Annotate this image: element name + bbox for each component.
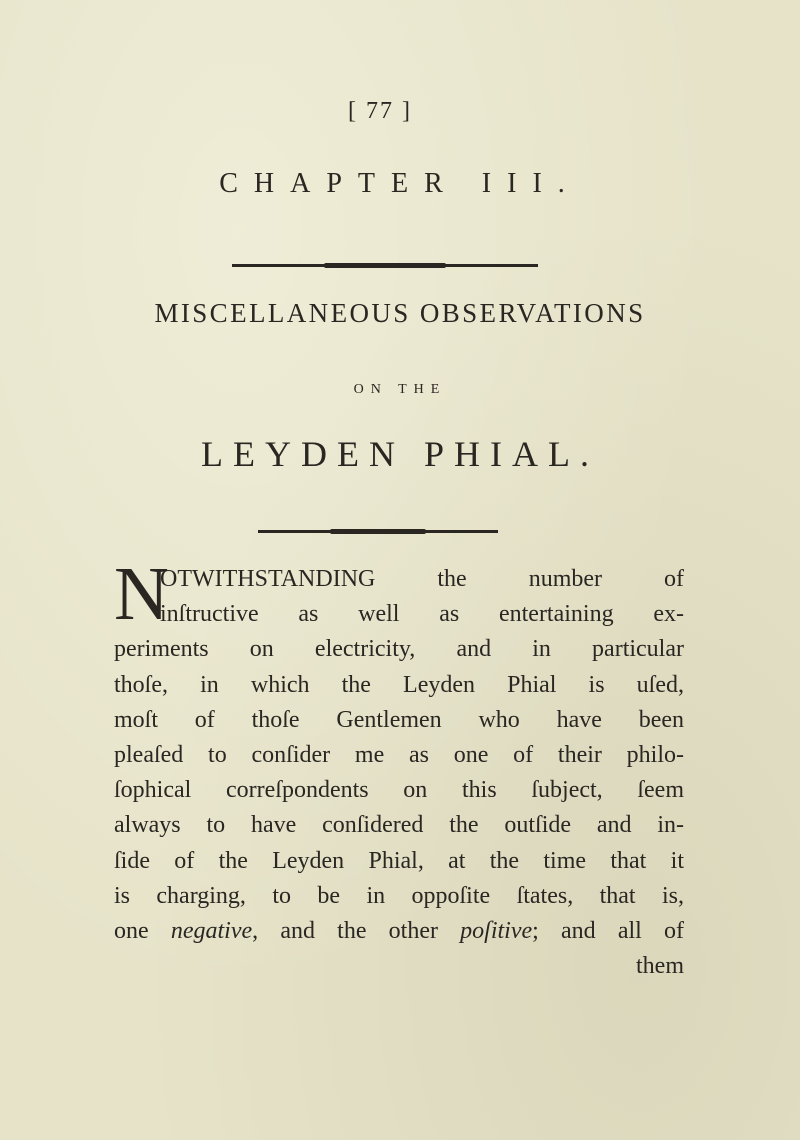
italic-term-positive: poſitive xyxy=(460,917,533,944)
text-line: pleaſed to conſider me as one of their philo- xyxy=(114,741,684,768)
text-line: OTWITHSTANDING the number of xyxy=(160,566,684,592)
text-fragment: , and the other xyxy=(252,917,461,944)
text-fragment: ; and all of xyxy=(532,917,684,944)
text-line: always to have conſidered the outſide and in- xyxy=(114,812,684,839)
section-title: MISCELLANEOUS OBSERVATIONS xyxy=(154,298,646,328)
text-fragment: one xyxy=(114,917,171,944)
ornamental-rule xyxy=(258,530,498,533)
catchword: them xyxy=(636,953,684,980)
section-title-connector: ON THE xyxy=(353,382,447,397)
text-line: ſide of the Leyden Phial, at the time that it xyxy=(114,847,684,874)
italic-term-negative: negative xyxy=(170,917,253,944)
text-line: ſophical correſpondents on this ſubject, ſeem xyxy=(114,777,684,804)
text-line: periments on electricity, and in particular xyxy=(114,636,684,663)
text-line xyxy=(114,914,684,949)
section-subtitle: LEYDEN PHIAL. xyxy=(201,434,599,474)
text-line: inſtructive as well as entertaining ex- xyxy=(160,601,684,628)
text-line: moſt of thoſe Gentlemen who have been xyxy=(114,706,684,733)
text-line: is charging, to be in oppoſite ſtates, that is, xyxy=(114,882,684,909)
ornamental-rule xyxy=(232,264,538,267)
drop-cap: N xyxy=(114,552,169,636)
chapter-heading: CHAPTER III. xyxy=(219,168,581,199)
page-number: [ 77 ] xyxy=(348,98,412,124)
body-paragraph xyxy=(114,552,684,984)
text-line: thoſe, in which the Leyden Phial is uſed, xyxy=(114,671,684,698)
